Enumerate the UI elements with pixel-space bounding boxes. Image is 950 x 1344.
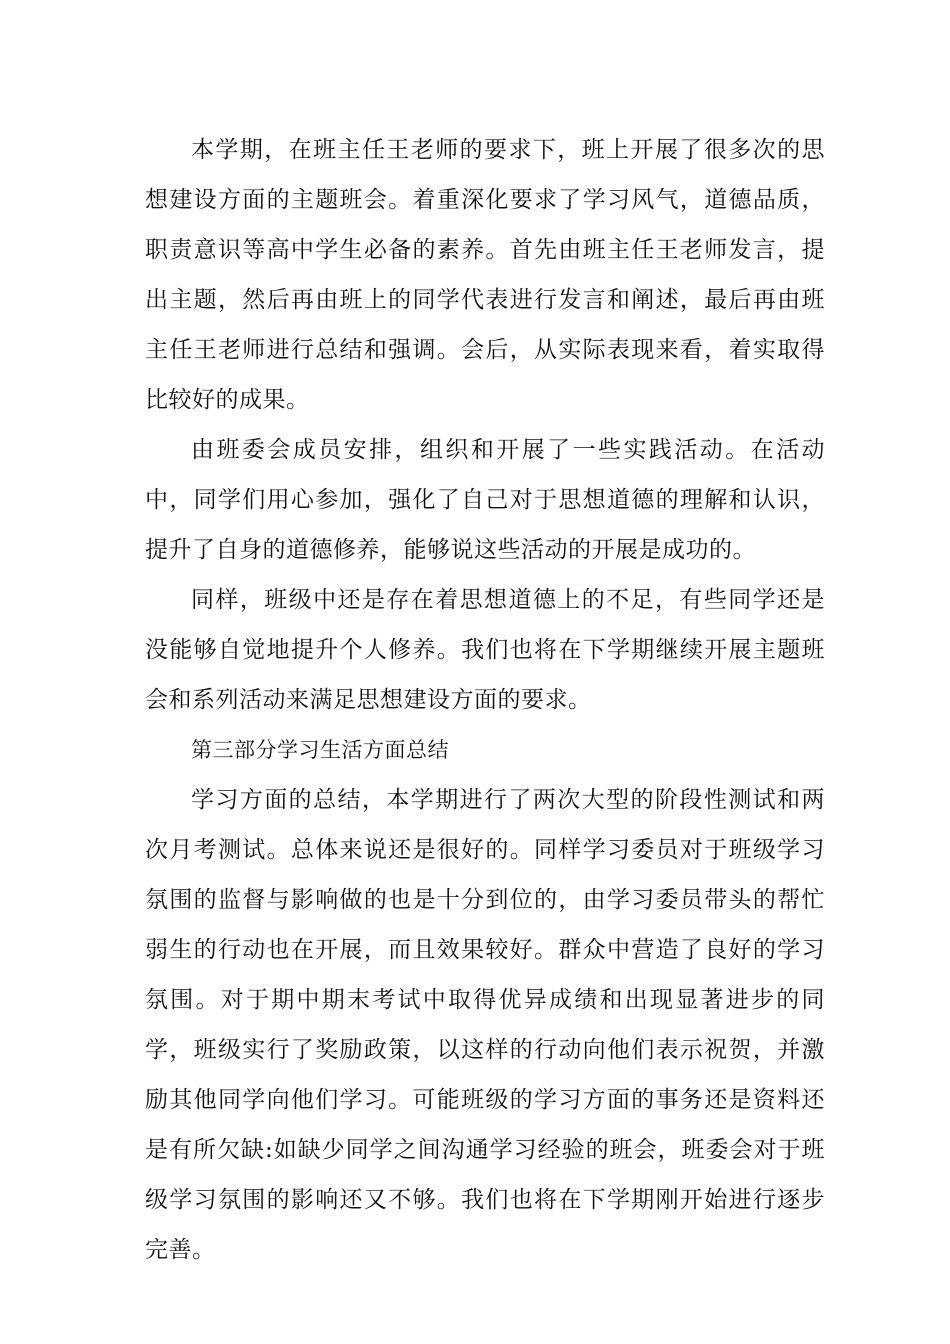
paragraph-theme-class-meetings: 本学期，在班主任王老师的要求下，班上开展了很多次的思想建设方面的主题班会。着重深化要求了学习风气，道德品质，职责意识等高中学生必备的素养。首先由班主任王老师发言，提出主题，然后再由班上的同学代表进行发言和阐述，最后再由班主任王老师进行总结和强调。会后，从实际表现来看，着实取得比较好的成果。	[145, 137, 825, 413]
paragraph-practice-activities: 由班委会成员安排，组织和开展了一些实践活动。在活动中，同学们用心参加，强化了自己对于思想道德的理解和认识，提升了自身的道德修养，能够说这些活动的开展是成功的。	[145, 437, 825, 563]
paragraph-study-summary: 学习方面的总结，本学期进行了两次大型的阶段性测试和两次月考测试。总体来说还是很好的。同样学习委员对于班级学习氛围的监督与影响做的也是十分到位的，由学习委员带头的帮忙弱生的行动也在开展，而且效果较好。群众中营造了良好的学习氛围。对于期中期末考试中取得优异成绩和出现显著进步的同学，班级实行了奖励政策，以这样的行动向他们表示祝贺，并激励其他同学向他们学习。可能班级的学习方面的事务还是资料还是有所欠缺:如缺少同学之间沟通学习经验的班会，班委会对于班级学习氛围的影响还又不够。我们也将在下学期刚开始进行逐步完善。	[145, 787, 825, 1263]
section-heading: 第三部分学习生活方面总结	[191, 738, 449, 762]
paragraph-shortcomings: 同样，班级中还是存在着思想道德上的不足，有些同学还是没能够自觉地提升个人修养。我们也将在下学期继续开展主题班会和系列活动来满足思想建设方面的要求。	[145, 587, 825, 713]
